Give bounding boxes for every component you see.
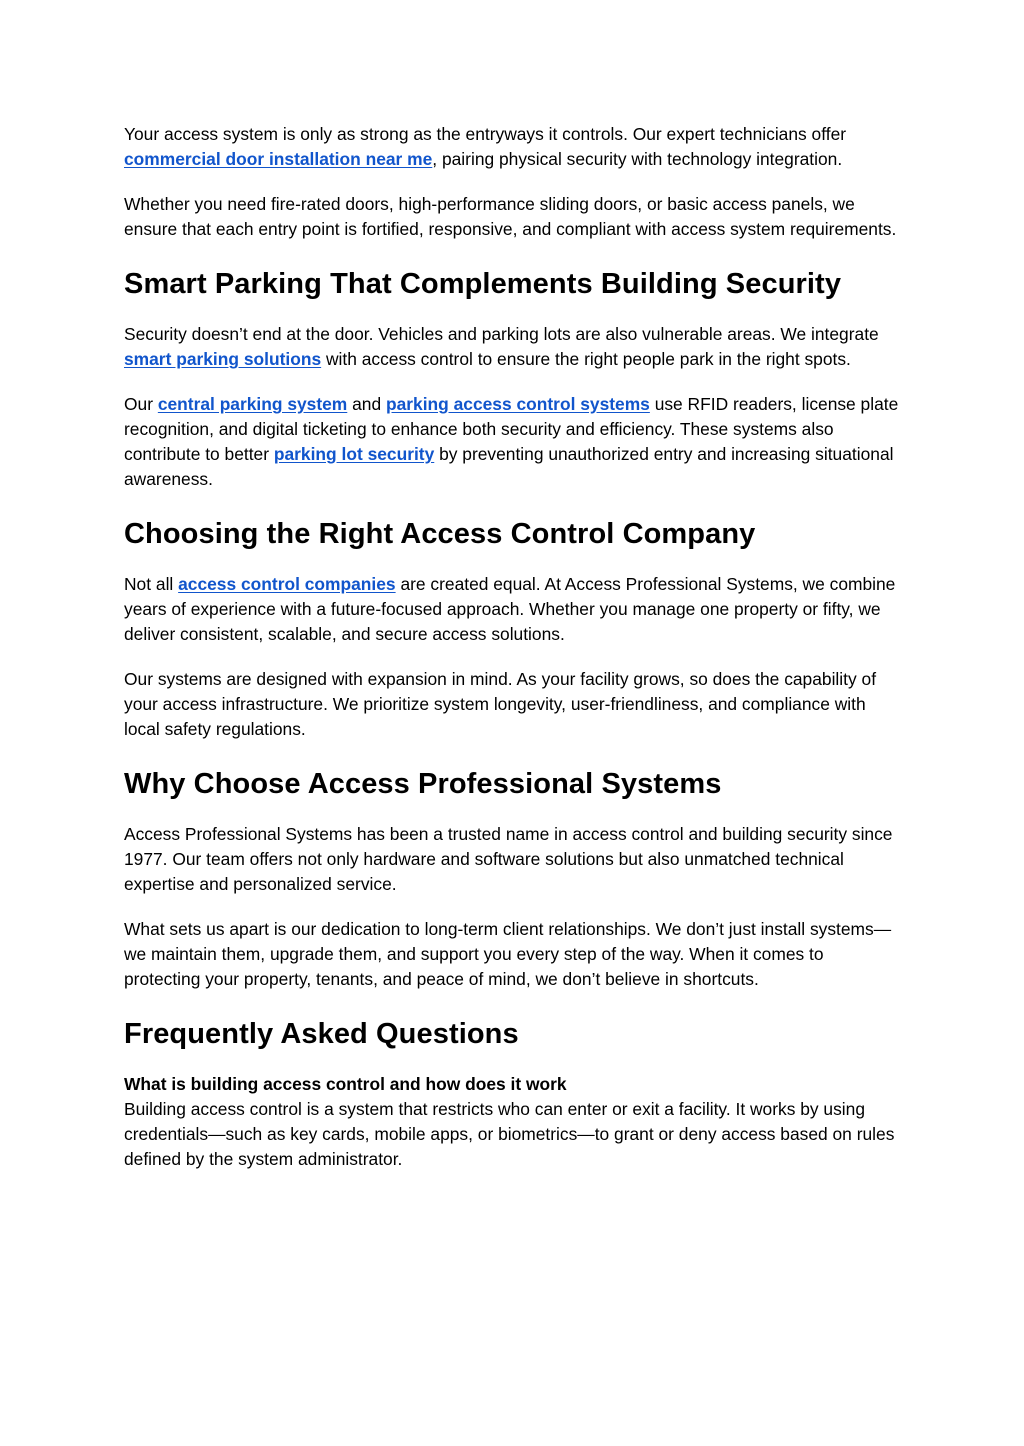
- parking-lot-security-link[interactable]: parking lot security: [273, 444, 435, 464]
- access-control-companies-link[interactable]: access control companies: [178, 574, 396, 594]
- faq-question-1: What is building access control and how does it work: [124, 1074, 567, 1094]
- heading-smart-parking: Smart Parking That Complements Building Security: [124, 268, 842, 300]
- parking-paragraph-1: [124, 322, 900, 372]
- intro-p1-text-after: , pairing physical security with technology integration.: [432, 149, 843, 169]
- parking-p2-text-4: by preventing unauthorized entry and increasing situational awareness.: [124, 444, 894, 489]
- document-body: [124, 122, 900, 1172]
- intro-p1-text-before: Your access system is only as strong as the entryways it controls. Our expert technicians offer: [124, 124, 847, 144]
- parking-p1-text-after: with access control to ensure the right people park in the right spots.: [321, 349, 851, 369]
- parking-p2-text-2: and: [347, 394, 386, 414]
- heading-faq: Frequently Asked Questions: [124, 1018, 519, 1050]
- intro-paragraph-1: [124, 122, 900, 172]
- why-paragraph-2: What sets us apart is our dedication to long-term client relationships. We don’t just install systems—we maintain them, upgrade them, and support you every step of the way. When it comes to protecting your property, tenants, and peace of mind, we don’t believe in shortcuts.: [124, 919, 892, 989]
- choosing-p1-text-before: Not all: [124, 574, 179, 594]
- parking-p1-text-before: Security doesn’t end at the door. Vehicles and parking lots are also vulnerable areas. We integrate: [124, 324, 879, 344]
- intro-paragraph-2: Whether you need fire-rated doors, high-performance sliding doors, or basic access panels, we ensure that each entry point is fortified, responsive, and compliant with access system requirements.: [124, 194, 897, 239]
- choosing-paragraph-1: [124, 572, 900, 647]
- parking-access-control-systems-link[interactable]: parking access control systems: [385, 394, 650, 414]
- commercial-door-installation-link[interactable]: commercial door installation near me: [124, 149, 433, 169]
- parking-paragraph-2: [124, 392, 900, 492]
- faq-answer-1: Building access control is a system that restricts who can enter or exit a facility. It works by using credentials—such as key cards, mobile apps, or biometrics—to grant or deny access based on rules defined by the system administrator.: [124, 1099, 895, 1169]
- why-paragraph-1: Access Professional Systems has been a trusted name in access control and building security since 1977. Our team offers not only hardware and software solutions but also unmatched technical expertise and personalized service.: [124, 824, 893, 894]
- choosing-paragraph-2: Our systems are designed with expansion in mind. As your facility grows, so does the capability of your access infrastructure. We prioritize system longevity, user-friendliness, and compliance with local safety regulations.: [124, 669, 877, 739]
- choosing-p1-text-after: are created equal. At Access Professional Systems, we combine years of experience with a future-focused approach. Whether you manage one property or fifty, we deliver consistent, scalable, and secure access solutions.: [124, 574, 896, 644]
- parking-p2-text-1: Our: [124, 394, 158, 414]
- smart-parking-solutions-link[interactable]: smart parking solutions: [124, 349, 322, 369]
- central-parking-system-link[interactable]: central parking system: [157, 394, 348, 414]
- heading-choosing-company: Choosing the Right Access Control Company: [124, 518, 756, 550]
- faq-item-1: [124, 1072, 900, 1172]
- parking-p2-text-3: use RFID readers, license plate recognition, and digital ticketing to enhance both security and efficiency. These systems also contribute to better: [124, 394, 899, 464]
- heading-why-choose: Why Choose Access Professional Systems: [124, 768, 722, 800]
